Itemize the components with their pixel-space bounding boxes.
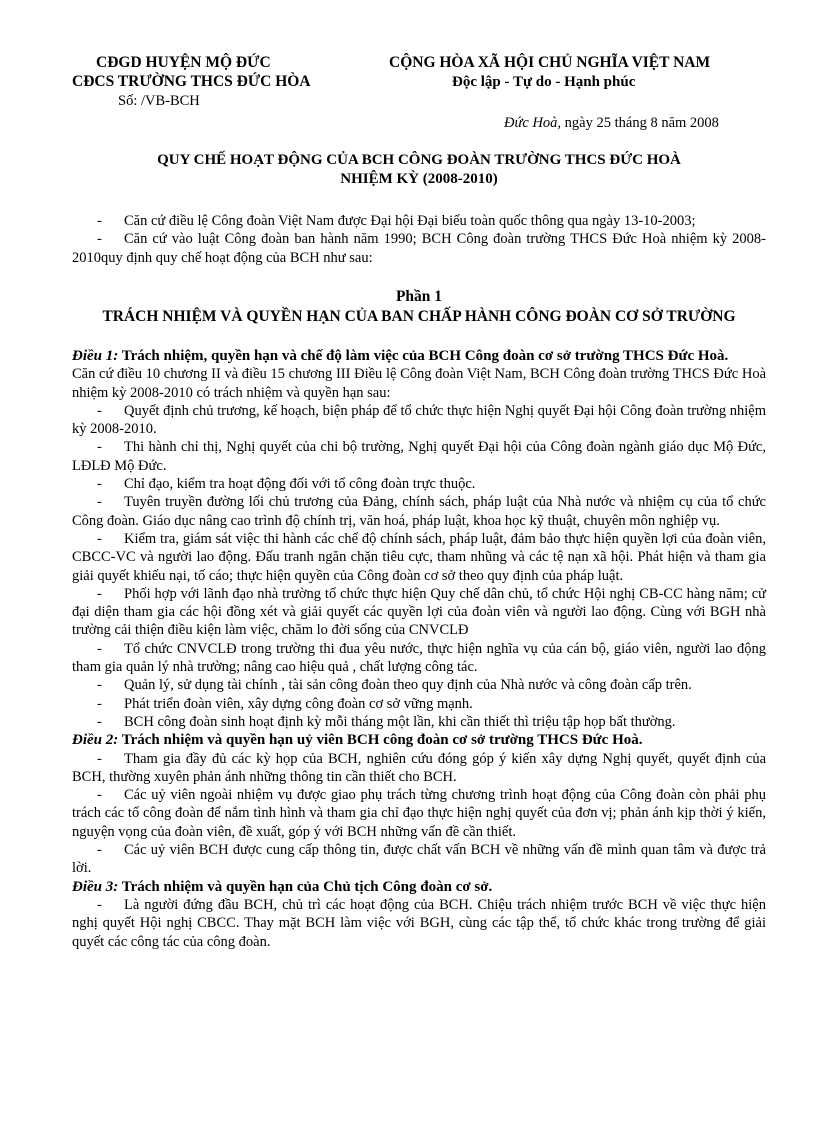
- article-1-intro: Căn cứ điều 10 chương II và điều 15 chương III Điều lệ Công đoàn Việt Nam, BCH Công đoàn trường THCS Đức Hoà nhiệm kỳ 2008-2010 có trách nhiệm và quyền hạn sau:: [72, 366, 766, 401]
- country-name: CỘNG HÒA XÃ HỘI CHỦ NGHĨA VIỆT NAM: [389, 54, 711, 71]
- list-item: - Quản lý, sử dụng tài chính , tài sản công đoàn theo quy định của Nhà nước và công đoàn cấp trên.: [97, 677, 692, 694]
- list-item: - Quyết định chủ trương, kế hoạch, biện pháp để tổ chức thực hiện Nghị quyết Đại hội Công đoàn trường nhiệm kỳ 2008-2010.: [72, 402, 766, 438]
- list-item: - Là người đứng đầu BCH, chủ trì các hoạt động của BCH. Chiệu trách nhiệm trước BCH về việc thực hiện nghị quyết Hội nghị CBCC. Thay mặt BCH làm việc với BGH, cùng các tập thể, tổ chức khác trong trường để giải quyết các công tác của công đoàn.: [72, 896, 766, 950]
- list-item: - Chỉ đạo, kiểm tra hoạt động đối với tổ công đoàn trực thuộc.: [97, 476, 476, 493]
- list-item: - Tổ chức CNVCLĐ trong trường thi đua yêu nước, thực hiện nghĩa vụ của cán bộ, giáo viên, người lao động tham gia quản lý nhà trường; nâng cao hiệu quả , chất lượng công tác.: [72, 640, 766, 676]
- list-item: - Các uỷ viên ngoài nhiệm vụ được giao phụ trách từng chương trình hoạt động của Công đoàn còn phải phụ trách các tổ công đoàn để nắm tình hình và tham gia chỉ đạo thực hiện nghị quyết của đơn vị; phản ánh kịp thời ý kiến, nguyện vọng của đoàn viên, đề xuất, góp ý với BCH những vấn đề cần thiết.: [72, 787, 766, 840]
- document-title: QUY CHẾ HOẠT ĐỘNG CỦA BCH CÔNG ĐOÀN TRƯỜNG THCS ĐỨC HOÀ: [157, 152, 681, 168]
- document-subtitle: NHIỆM KỲ (2008-2010): [340, 171, 498, 187]
- place-date: [504, 115, 719, 132]
- union-org-name: CĐGD HUYỆN MỘ ĐỨC: [96, 54, 271, 71]
- part-label: Phần 1: [395, 288, 443, 305]
- list-item: - Kiểm tra, giám sát việc thi hành các chế độ chính sách, pháp luật, đảm bảo thực hiện quyền lợi của đoàn viên, CBCC-VC và người lao động. Đấu tranh ngăn chặn tiêu cực, tham nhũng và các tệ nạn xã hội. Phát hiện và tham gia giải quyết khiếu nại, tố cáo; thực hiện quyền của Công đoàn cơ sở theo quy định của pháp luật.: [72, 530, 766, 584]
- national-motto: Độc lập - Tự do - Hạnh phúc: [452, 74, 636, 90]
- list-item: - Phối hợp với lãnh đạo nhà trường tổ chức thực hiện Quy chế dân chủ, tổ chức Hội nghị CB-CC hàng năm; cử đại diện tham gia các hội đồng xét và giải quyết các quyền lợi của đoàn viên và người lao động. Cùng với BGH nhà trường cải thiện điều kiện làm việc, chăm lo đời sống của CNVCLĐ: [72, 585, 766, 639]
- main-body: [72, 347, 766, 951]
- part-title: TRÁCH NHIỆM VÀ QUYỀN HẠN CỦA BAN CHẤP HÀNH CÔNG ĐOÀN CƠ SỞ TRƯỜNG: [102, 308, 736, 325]
- preamble-item: - Căn cứ vào luật Công đoàn ban hành năm 1990; BCH Công đoàn trường THCS Đức Hoà nhiệm kỳ 2008-2010quy định quy chế hoạt động của BCH như sau:: [72, 231, 766, 266]
- list-item: - Tuyên truyền đường lối chủ trương của Đảng, chính sách, pháp luật của Nhà nước và nhiệm cụ của tổ chức Công đoàn. Giáo dục nâng cao trình độ chính trị, văn hoá, pháp luật, khoa học kỹ thuật, chuyên môn nghiệp vụ.: [72, 494, 766, 529]
- article-1-heading: Điều 1: Trách nhiệm, quyền hạn và chế độ làm việc của BCH Công đoàn cơ sở trường THCS Đức Hoà.: [72, 348, 729, 364]
- preamble: [72, 212, 766, 267]
- list-item: - Phát triển đoàn viên, xây dựng công đoàn cơ sở vững mạnh.: [97, 695, 473, 712]
- article-2-heading: Điều 2: Trách nhiệm và quyền hạn uỷ viên BCH công đoàn cơ sở trường THCS Đức Hoà.: [72, 732, 643, 749]
- list-item: - Tham gia đầy đủ các kỳ họp của BCH, nghiên cứu đóng góp ý kiến xây dựng Nghị quyết, quyết định của BCH, thường xuyên phản ánh những thông tin cần thiết cho BCH.: [72, 750, 766, 785]
- document-number: Số: /VB-BCH: [118, 93, 200, 109]
- list-item: - Thi hành chỉ thị, Nghị quyết của chi bộ trường, Nghị quyết Đại hội của Công đoàn ngành giáo dục Mộ Đức, LĐLĐ Mộ Đức.: [72, 439, 766, 474]
- article-3-heading: Điều 3: Trách nhiệm và quyền hạn của Chủ tịch Công đoàn cơ sở.: [72, 878, 493, 895]
- date-text: ngày 25 tháng 8 năm 2008: [561, 115, 719, 131]
- preamble-item: - Căn cứ điều lệ Công đoàn Việt Nam được Đại hội Đại biểu toàn quốc thông qua ngày 13-10-2003;: [97, 213, 696, 229]
- place-name: Đức Hoà,: [504, 115, 562, 131]
- list-item: - BCH công đoàn sinh hoạt định kỳ mỗi tháng một lần, khi cần thiết thì triệu tập họp bất thường.: [97, 713, 676, 730]
- school-union-name: CĐCS TRƯỜNG THCS ĐỨC HÒA: [72, 73, 311, 90]
- list-item: - Các uỷ viên BCH được cung cấp thông tin, được chất vấn BCH về những vấn đề mình quan tâm và được trả lời.: [72, 842, 766, 877]
